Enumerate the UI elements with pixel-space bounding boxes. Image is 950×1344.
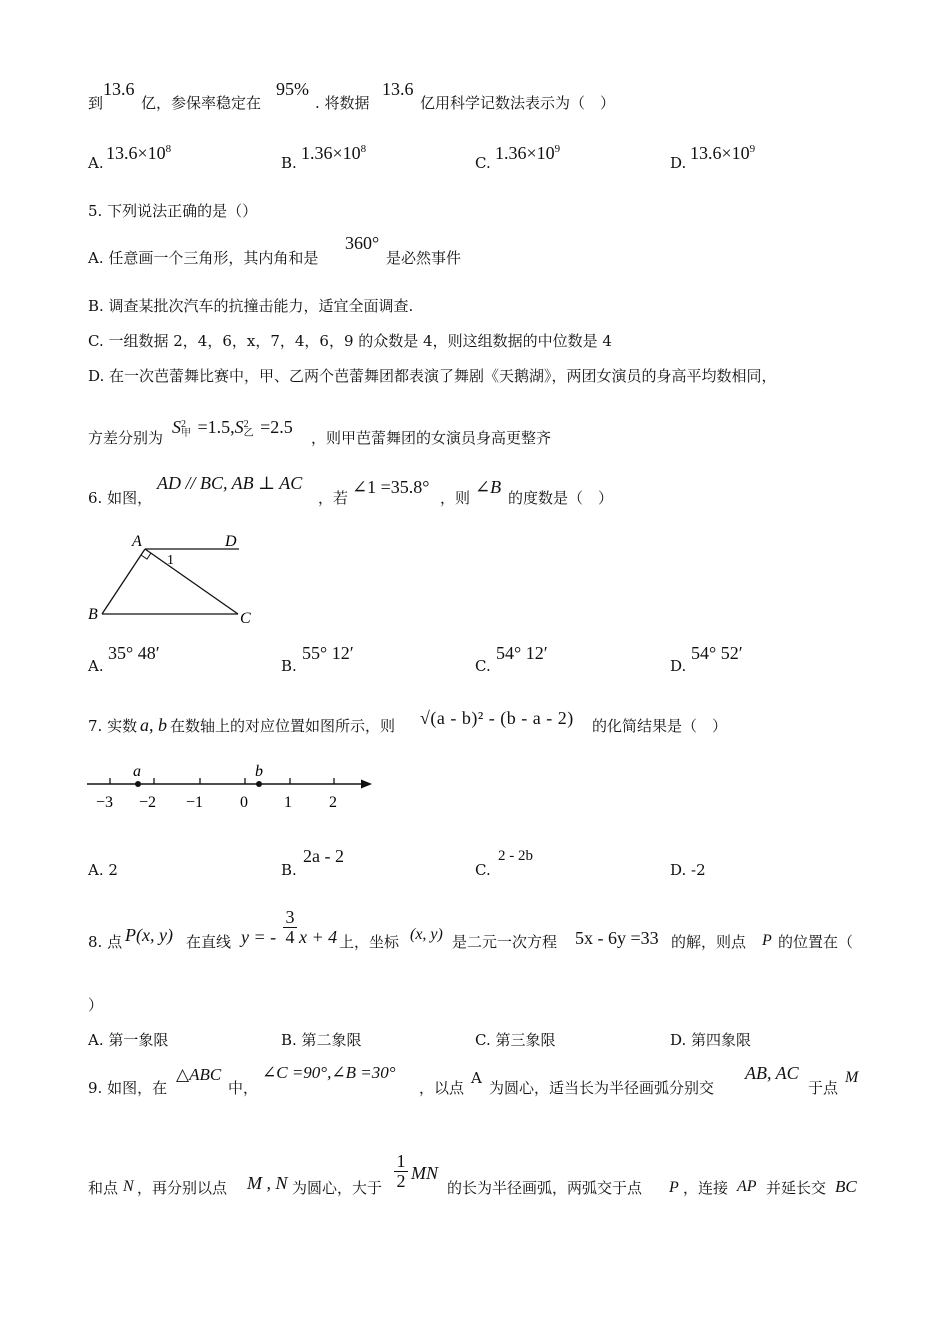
q9-line2-pre: 和点 — [88, 1179, 119, 1197]
q8-point-p2: P — [762, 932, 772, 949]
q9-stem-mid3: 为圆心，适当长为半径画弧分别交 — [489, 1079, 715, 1097]
q6-condition: AD // BC, AB ⊥ AC — [157, 473, 303, 493]
q5-option-b: B. 调查某批次汽车的抗撞击能力，适宜全面调查. — [88, 297, 414, 315]
tick-label-1: 1 — [284, 794, 292, 811]
q5-option-a-math: 360° — [345, 233, 380, 253]
q6-option-a-label: A. — [88, 657, 104, 675]
q6-stem-mid2: ，则 — [440, 489, 471, 507]
q5-option-a: A. 任意画一个三角形，其内角和是 — [88, 249, 319, 267]
q6-option-b-value: 55° 12′ — [302, 643, 354, 663]
tick-label-neg1: −1 — [186, 794, 204, 811]
q6-option-c-label: C. — [475, 657, 491, 675]
q9-mn: MN — [411, 1163, 438, 1183]
q7-ab: a, b — [140, 715, 167, 735]
q8-stem-post: 的位置在（ — [778, 933, 854, 951]
q4-text-1: 到 — [88, 94, 104, 112]
q6-angle1: ∠1 =35.8° — [352, 477, 430, 497]
label-b: B — [88, 606, 98, 623]
q9-angles: ∠C =90°,∠B =30° — [262, 1063, 396, 1082]
axis-arrow — [361, 780, 372, 789]
q9-points-m-n: M , N — [247, 1173, 288, 1193]
point-a-label: a — [133, 763, 141, 780]
q9-ap: AP — [737, 1178, 757, 1195]
q5-option-c: C. 一组数据 2，4，6，x，7，4，6，9 的众数是 4，则这组数据的中位数是 4 — [88, 332, 612, 350]
q5-option-d-line2-pre: 方差分别为 — [88, 429, 164, 447]
q4-option-c-label: C. — [475, 154, 491, 172]
q9-line2-mid5: 并延长交 — [766, 1179, 827, 1197]
q9-stem-pre: 9. 如图，在 — [88, 1079, 168, 1097]
q5-variance-formula: S 2 甲 =1.5,S 2 乙 =2.5 — [172, 417, 293, 439]
q4-value-3: 13.6 — [382, 79, 414, 99]
q9-stem-mid4: 于点 — [808, 1079, 839, 1097]
q9-point-n: N — [123, 1178, 134, 1195]
q7-option-b-value: 2a - 2 — [303, 846, 344, 866]
q8-option-b: B. 第二象限 — [281, 1031, 362, 1049]
q9-line2-mid4: ，连接 — [683, 1179, 729, 1197]
q9-ab-ac: AB, AC — [745, 1063, 799, 1083]
q7-option-d: D. -2 — [670, 861, 706, 879]
q9-point-a: A — [471, 1069, 482, 1087]
q4-text-2: 亿，参保率稳定在 — [141, 94, 262, 112]
q4-option-b-value: $1.36\times 10^8$ — [301, 143, 367, 163]
q7-option-a: A. 2 — [88, 861, 118, 879]
q8-stem-pre: 8. 点 — [88, 933, 123, 951]
q7-number-line — [85, 760, 385, 815]
q9-half-fraction: 1 2 — [394, 1152, 408, 1191]
q7-option-c-label: C. — [475, 861, 491, 879]
q6-stem-mid: ，若 — [318, 489, 349, 507]
label-angle-1: 1 — [167, 553, 174, 568]
tick-label-2: 2 — [329, 794, 337, 811]
q9-point-m: M — [845, 1069, 859, 1086]
tick-label-neg2: −2 — [139, 794, 157, 811]
q8-stem-close: ） — [88, 996, 104, 1014]
line-ab — [102, 549, 145, 614]
q4-text-4: 亿用科学记数法表示为（ ） — [420, 94, 616, 112]
q7-stem-post: 的化简结果是（ ） — [592, 717, 728, 735]
q6-triangle-figure — [85, 528, 265, 628]
q7-expression: √(a - b)² - (b - a - 2) — [420, 708, 574, 728]
q8-stem-mid1: 在直线 — [186, 933, 232, 951]
q7-stem-mid: 在数轴上的对应位置如图所示，则 — [170, 717, 396, 735]
q4-option-a-value: $13.6\times 10^8$ — [106, 143, 172, 163]
q8-stem-mid4: 的解，则点 — [671, 933, 747, 951]
q8-line-rhs: x + 4 — [299, 927, 338, 947]
label-d: D — [225, 533, 237, 550]
q9-line2-mid3: 的长为半径画弧，两弧交于点 — [447, 1179, 643, 1197]
q6-option-a-value: 35° 48′ — [108, 643, 160, 663]
q9-stem-mid2: ，以点 — [419, 1079, 465, 1097]
q8-stem-mid2: 上，坐标 — [339, 933, 400, 951]
q5-option-d-line2-post: ，则甲芭蕾舞团的女演员身高更整齐 — [311, 429, 552, 447]
q9-point-p: P — [669, 1179, 679, 1196]
q9-bc: BC — [835, 1177, 857, 1196]
q9-triangle: △ABC — [176, 1065, 222, 1084]
q9-line2-mid1: ，再分别以点 — [137, 1179, 228, 1197]
q7-option-c-value: 2 - 2b — [498, 848, 533, 864]
label-a: A — [132, 533, 142, 550]
tick-label-0: 0 — [240, 794, 248, 811]
q6-stem-post: 的度数是（ ） — [508, 489, 614, 507]
q8-coordinate: (x, y) — [410, 926, 443, 943]
tick-label-neg3: −3 — [96, 794, 114, 811]
q6-option-d-label: D. — [670, 657, 687, 675]
q4-option-d-value: $13.6\times 10^9$ — [690, 143, 756, 163]
q4-text-3: . 将数据 — [315, 94, 370, 112]
q9-stem-mid1: 中， — [228, 1079, 259, 1097]
q6-option-c-value: 54° 12′ — [496, 643, 548, 663]
point-a — [135, 781, 141, 787]
q9-line2-mid2: 为圆心，大于 — [292, 1179, 383, 1197]
q4-option-d-label: D. — [670, 154, 687, 172]
q6-stem-pre: 6. 如图， — [88, 489, 153, 507]
q8-stem-mid3: 是二元一次方程 — [452, 933, 558, 951]
q8-option-c: C. 第三象限 — [475, 1031, 556, 1049]
label-c: C — [240, 610, 251, 627]
point-b — [256, 781, 262, 787]
q7-stem-pre: 7. 实数 — [88, 717, 138, 735]
q4-option-b-label: B. — [281, 154, 297, 172]
q6-option-b-label: B. — [281, 657, 297, 675]
q8-option-a: A. 第一象限 — [88, 1031, 169, 1049]
q5-option-d-line1: D. 在一次芭蕾舞比赛中，甲、乙两个芭蕾舞团都表演了舞剧《天鹅湖》，两团女演员的身高平均数相同， — [88, 367, 777, 385]
q6-option-d-value: 54° 52′ — [691, 643, 743, 663]
q7-option-b-label: B. — [281, 861, 297, 879]
q4-option-c-value: $1.36\times 10^9$ — [495, 143, 561, 163]
q8-equation: 5x - 6y =33 — [575, 928, 659, 948]
q8-fraction: 3 4 — [283, 908, 297, 947]
q4-option-a-label: A. — [88, 154, 104, 172]
q8-option-d: D. 第四象限 — [670, 1031, 752, 1049]
q5-stem: 5. 下列说法正确的是（） — [88, 202, 258, 220]
q8-point-p: P(x, y) — [125, 925, 173, 945]
q4-value-1: 13.6 — [103, 79, 135, 99]
q5-option-a-post: 是必然事件 — [386, 249, 462, 267]
q8-line-lhs: y = - — [241, 927, 277, 947]
point-b-label: b — [255, 763, 263, 780]
q4-value-2: 95% — [276, 79, 309, 99]
line-ac — [145, 549, 238, 614]
q6-angle-b: ∠B — [475, 477, 502, 497]
